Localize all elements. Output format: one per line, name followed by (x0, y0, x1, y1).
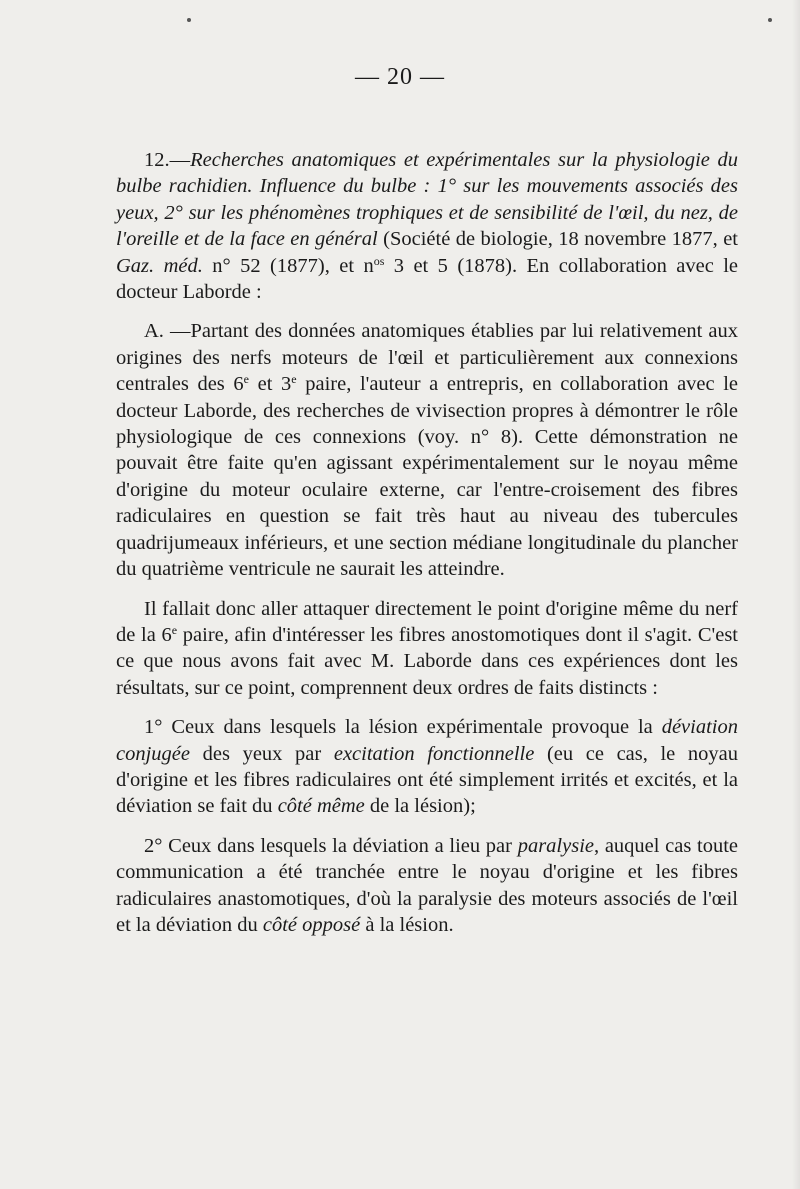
body-text (116, 147, 738, 938)
text-run: 2° Ceux dans lesquels la déviation a lieu par (144, 834, 512, 857)
text-run: des yeux par (202, 742, 322, 765)
superscript: e (243, 372, 249, 387)
text-run: Il fallait donc aller attaquer directement le point d'origine même du nerf de la 6 (116, 597, 738, 646)
text-run: , auquel cas toute communication a été tranchée entre le noyau d'origine et les fibres radiculaires anastomotiques, d'où la paralysie des moteurs associés de l'œil et la déviation du (116, 834, 739, 936)
paragraph-il-fallait (116, 596, 738, 702)
italic-term: paralysie (517, 834, 594, 857)
reference-text: 3 et 5 (1878). En collaboration avec le docteur Laborde : (116, 254, 739, 304)
reference-text: (Société de biologie, 18 novembre 1877, et (383, 228, 739, 251)
text-run: A. —Partant des données anatomiques établies par lui relativement aux origines des nerfs moteurs de l'œil et particulièrement aux connexions centrales des 6 (116, 320, 738, 396)
paragraph-a (116, 318, 738, 582)
italic-term: déviation conjugée (116, 716, 738, 765)
text-run: (eu ce cas, le noyau d'origine et les fibres radiculaires ont été simplement irrités et excités, et la déviation se fait du (116, 742, 739, 818)
text-run: paire, l'auteur a entrepris, en collaboration avec le docteur Laborde, des recherches de vivisection propres à démontrer le rôle physiologique de ces connexions (voy. n° 8). Cette démonstration ne pouvait être faite qu'en agissant expérimentalement sur le noyau même d'origine du moteur oculaire externe, car l'entre-croisement des fibres radiculaires en question se fait très haut au niveau des tubercules quadrijumeaux inférieurs, et une section médiane longitudinale du plancher du quatrième ventricule ne saurait les atteindre. (116, 373, 739, 581)
speck-mark (768, 18, 772, 22)
text-run: à la lésion. (365, 913, 454, 936)
italic-term: excitation fonctionnelle (333, 742, 535, 765)
text-run: de la lésion); (369, 795, 476, 818)
speck-mark (187, 18, 191, 22)
journal-name: Gaz. méd. (116, 254, 203, 277)
item-number: 12.— (144, 149, 191, 171)
superscript: e (291, 372, 297, 387)
superscript: e (171, 622, 178, 637)
italic-term: côté opposé (262, 913, 361, 936)
text-run: paire, afin d'intéresser les fibres anostomotiques dont il s'agit. C'est ce que nous avons fait avec M. Laborde dans ces expériences dont les résultats, sur ce point, comprennent deux ordres de faits distincts : (116, 623, 739, 699)
italic-term: côté même (277, 795, 365, 818)
item-title: Recherches anatomiques et expérimentales sur la physiologie du bulbe rachidien. Influence du bulbe : 1° sur les mouvements associés des yeux, 2° sur les phénomènes trophiques et de sensibilité de l'œil, du nez, de l'oreille et de la face en général (116, 149, 738, 251)
reference-text: n° 52 (1877), et n (212, 254, 374, 277)
paragraph-2 (116, 833, 738, 939)
text-run: et 3 (257, 373, 292, 396)
paragraph-12 (116, 147, 738, 305)
page-number: — 20 — (355, 64, 445, 90)
superscript: os (373, 253, 385, 268)
paragraph-1 (116, 714, 738, 820)
text-run: 1° Ceux dans lesquels la lésion expérimentale provoque la (144, 716, 653, 739)
page-edge-shadow (792, 0, 800, 1189)
